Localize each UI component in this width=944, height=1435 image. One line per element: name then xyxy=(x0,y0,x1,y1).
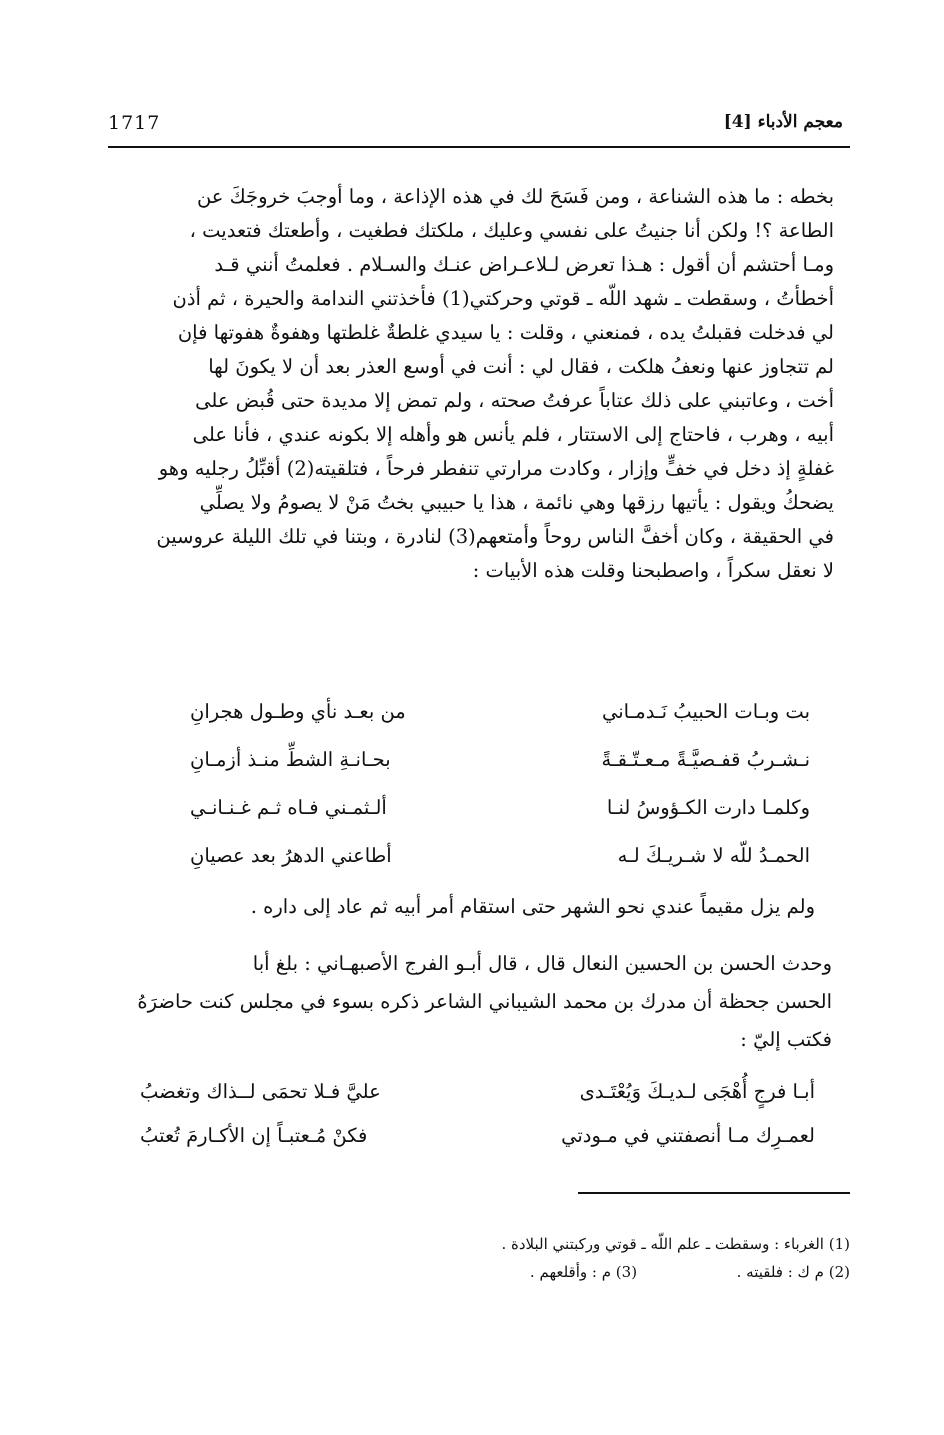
verse xyxy=(190,796,810,836)
text-line: ومـا أحتشم أن أقول : هـذا تعرض لـلاعـراض عنـك والسـلام . فعلمتُ أنني قـد xyxy=(214,253,834,276)
footnote-1: (1) الغرباء : وسقطت ـ علم اللّه ـ قوتي وركبتني البلادة . xyxy=(501,1235,850,1253)
verse xyxy=(140,1080,815,1120)
page-number: 1717 xyxy=(108,112,161,134)
footnote-2: (2) م ك : فلقيته . xyxy=(736,1263,850,1281)
hemistich-second: فكنْ مُـعتبـاً إن الأكـارمَ تُعتبُ xyxy=(140,1124,368,1147)
page-header xyxy=(108,112,843,142)
closing-line: ولم يزل مقيماً عندي نحو الشهر حتى استقام أمر أبيه ثم عاد إلى داره . xyxy=(250,895,815,918)
text-line: الطاعة ؟! ولكن أنا جنيتُ على نفسي وعليك ، ملكتك فطغيت ، وأطعتك فتعديت ، xyxy=(189,219,834,242)
hemistich-second: ألـثمـني فـاه ثـم غـنـانـي xyxy=(190,796,387,819)
hemistich-first: بت وبـات الحبيبُ نَـدمـاني xyxy=(601,700,810,723)
hemistich-second: عليَّ فـلا تحمَى لــذاك وتغضبُ xyxy=(140,1080,381,1103)
hemistich-second: أطاعني الدهرُ بعد عصيانِ xyxy=(190,844,392,867)
text-line: لم تتجاوز عنها ونعفُ هلكت ، فقال لي : أنت في أوسع العذر بعد أن لا يكونَ لها xyxy=(208,355,834,378)
text-line: أخطأتُ ، وسقطت ـ شهد اللّه ـ قوتي وحركتي(1) فأخذتني الندامة والحيرة ، ثم أذن xyxy=(172,287,834,310)
hemistich-first: وكلمـا دارت الكـؤوسُ لنـا xyxy=(606,796,810,819)
text-line: يضحكُ ويقول : يأتيها رزقها وهي نائمة ، هذا يا حبيبي بختُ مَنْ لا يصومُ ولا يصلِّي xyxy=(199,491,834,514)
verse xyxy=(190,748,810,788)
paragraph-1 xyxy=(102,180,834,588)
hemistich-second: بحـانـةِ الشطِّ منـذ أزمـانِ xyxy=(190,748,391,771)
verse xyxy=(190,700,810,740)
text-line: غفلةٍ إذ دخل في خفٍّ وإزار ، وكادت مرارتي تنفطر فرحاً ، فتلقيته(2) أقبِّلُ رجليه وهو xyxy=(158,457,834,480)
text-line: أبيه ، وهرب ، فاحتاج إلى الاستتار ، فلم يأنس هو وأهله إلا بكونه عندي ، فأنا على xyxy=(192,423,834,446)
text-line: لا نعقل سكراً ، واصطبحنا وقلت هذه الأبيات : xyxy=(472,559,834,582)
hemistich-first: نـشـربُ قفـصيَّـةً مـعـتّـقـةً xyxy=(601,748,810,771)
text-line: وحدث الحسن بن الحسين النعال قال ، قال أبـو الفرج الأصبهـاني : بلغ أبا xyxy=(252,952,832,975)
text-line: في الحقيقة ، وكان أخفَّ الناس روحاً وأمتعهم(3) لنادرة ، وبتنا في تلك الليلة عروسين xyxy=(156,525,834,548)
verse xyxy=(190,844,810,884)
footnotes xyxy=(320,1230,850,1286)
footnote-row xyxy=(320,1258,850,1286)
text-line: لي فدخلت فقبلتُ يده ، فمنعني ، وقلت : يا سيدي غلطةٌ غلطتها وهفوةٌ هفوتها فإن xyxy=(177,321,834,344)
footnote-rule xyxy=(578,1192,850,1194)
paragraph-2 xyxy=(102,945,832,1059)
text-line: الحسن جحظة أن مدرك بن محمد الشيباني الشاعر ذكره بسوء في مجلس كنت حاضرَهُ xyxy=(137,990,832,1013)
hemistich-first: الحمـدُ للّه لا شـريـكَ لـه xyxy=(617,844,810,867)
hemistich-first: أبـا فرجٍ أُهْجَى لـديـكَ وَيُعْتَـدى xyxy=(579,1080,815,1103)
footnote-3: (3) م : وأقلعهم . xyxy=(529,1263,638,1281)
hemistich-second: من بعـد نأي وطـول هجرانِ xyxy=(190,700,406,723)
text-line: بخطه : ما هذه الشناعة ، ومن فَسَحَ لك في هذه الإذاعة ، وما أوجبَ خروجَكَ عن xyxy=(196,185,834,208)
running-title: معجم الأدباء [4] xyxy=(723,112,843,132)
verse xyxy=(140,1124,815,1164)
text-line: فكتب إليّ : xyxy=(740,1028,832,1051)
hemistich-first: لعمـرِك مـا أنصفتني في مـودتي xyxy=(561,1124,815,1147)
text-line: أخت ، وعاتبني على ذلك عتاباً عرفتُ صحته ، ولم تمض إلا مديدة حتى قُبض على xyxy=(195,389,834,412)
header-rule xyxy=(108,146,850,148)
